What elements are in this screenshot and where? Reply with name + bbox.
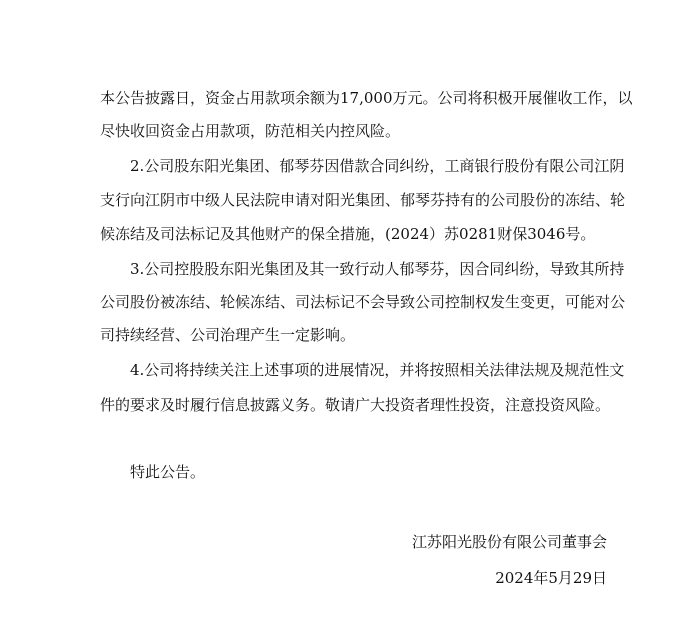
paragraph-3-line-1: 3.公司控股股东阳光集团及其一致行动人郁琴芬，因合同纠纷，导致其所持 [130,260,625,278]
paragraph-2-line-2: 支行向江阴市中级人民法院申请对阳光集团、郁琴芬持有的公司股份的冻结、轮 [100,191,626,209]
paragraph-2-line-3: 候冻结及司法标记及其他财产的保全措施，(2024）苏0281财保3046号。 [100,225,596,243]
signature: 江苏阳光股份有限公司董事会 [411,533,607,551]
paragraph-4-line-2: 件的要求及时履行信息披露义务。敬请广大投资者理性投资，注意投资风险。 [100,396,611,414]
paragraph-3-line-2: 公司股份被冻结、轮候冻结、司法标记不会导致公司控制权发生变更，可能对公 [100,293,626,311]
paragraph-3-line-3: 司持续经营、公司治理产生一定影响。 [100,326,356,344]
paragraph-1-line-2: 尽快收回资金占用款项，防范相关内控风险。 [100,122,401,140]
date: 2024年5月29日 [495,569,607,587]
paragraph-1-line-1: 本公告披露日，资金占用款项余额为17,000万元。公司将积极开展催收工作，以 [100,89,633,107]
paragraph-4-line-1: 4.公司将持续关注上述事项的进展情况，并将按照相关法律法规及规范性文 [130,361,625,379]
paragraph-2-line-1: 2.公司股东阳光集团、郁琴芬因借款合同纠纷，工商银行股份有限公司江阴 [130,157,625,175]
closing-text: 特此公告。 [130,463,206,481]
